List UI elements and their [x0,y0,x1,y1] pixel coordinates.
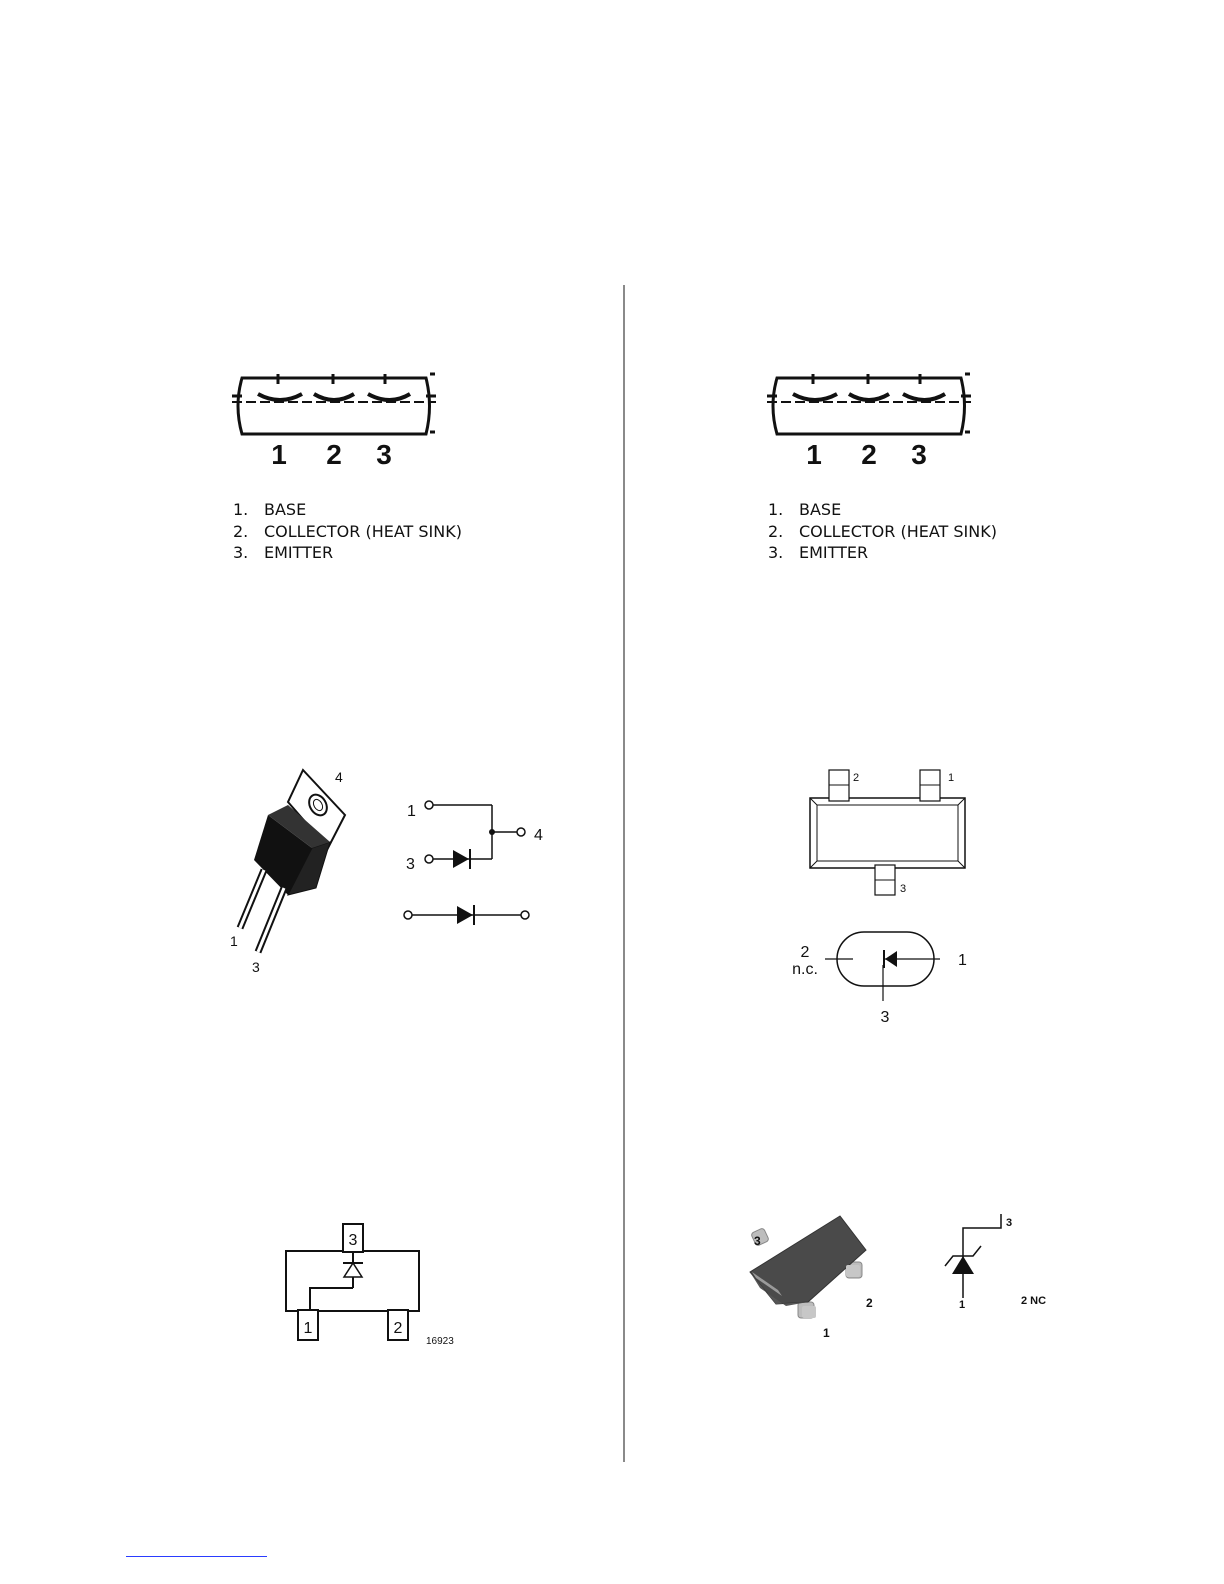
left-package-outline [230,372,440,472]
sot23-package-3d [748,1210,888,1340]
to220-schem-label-1: 1 [407,803,416,820]
to220-schem-label-3: 3 [406,856,415,873]
left-pin-list [233,499,462,564]
left-pin-2: 2 [326,439,342,470]
zener-label-nc: 2 NC [1021,1295,1047,1307]
to220-label-tab: 4 [335,769,343,785]
pin-list-item: 2. COLLECTOR (HEAT SINK) [768,521,997,541]
right-pin-3: 3 [911,439,927,470]
right-pin-1: 1 [806,439,822,470]
right-pin-2: 2 [861,439,877,470]
right-pin-list [768,499,997,564]
sot23-diode-symbol [785,925,975,1030]
sot23-top-view [805,765,975,900]
right-package-outline [765,372,975,472]
zener-symbol [935,1210,1065,1315]
sot23-layout-diagram [280,1218,470,1350]
sot23-symbol-label-2: 2 [800,944,810,961]
to220-schem-label-4: 4 [534,827,543,844]
sot23-3d-label-3: 3 [754,1234,761,1248]
left-pin-3: 3 [376,439,392,470]
sot23-layout-pad-1: 1 [303,1320,313,1337]
sot23-symbol-label-nc: n.c. [792,961,818,978]
pin-list-item: 2. COLLECTOR (HEAT SINK) [233,521,462,541]
pin-list-item: 1. BASE [768,500,842,519]
sot23-pad-label-3: 3 [900,883,907,895]
pin-list-item: 3. EMITTER [233,543,334,562]
sot23-layout-pad-2: 2 [393,1320,403,1337]
sot23-pad-label-2: 2 [853,772,860,784]
sot23-symbol-label-1: 1 [958,952,967,969]
pin-list-item: 1. BASE [233,500,307,519]
zener-label-1: 1 [959,1299,966,1311]
figure-code: 16923 [426,1336,454,1347]
pin-list-item: 3. EMITTER [768,543,869,562]
to220-package-drawing [220,760,360,980]
to220-label-lead-1: 1 [230,933,238,949]
sot23-symbol-label-3: 3 [880,1009,890,1026]
sot23-layout-pad-3: 3 [348,1232,358,1249]
to220-schematic [400,795,550,930]
left-pin-1: 1 [271,439,287,470]
footer-link-underline [126,1556,267,1557]
to220-label-lead-3: 3 [252,959,260,975]
sot23-3d-label-1: 1 [823,1326,830,1340]
column-divider [623,285,625,1462]
zener-label-3: 3 [1006,1217,1013,1229]
sot23-pad-label-1: 1 [948,772,955,784]
sot23-3d-label-2: 2 [866,1296,873,1310]
